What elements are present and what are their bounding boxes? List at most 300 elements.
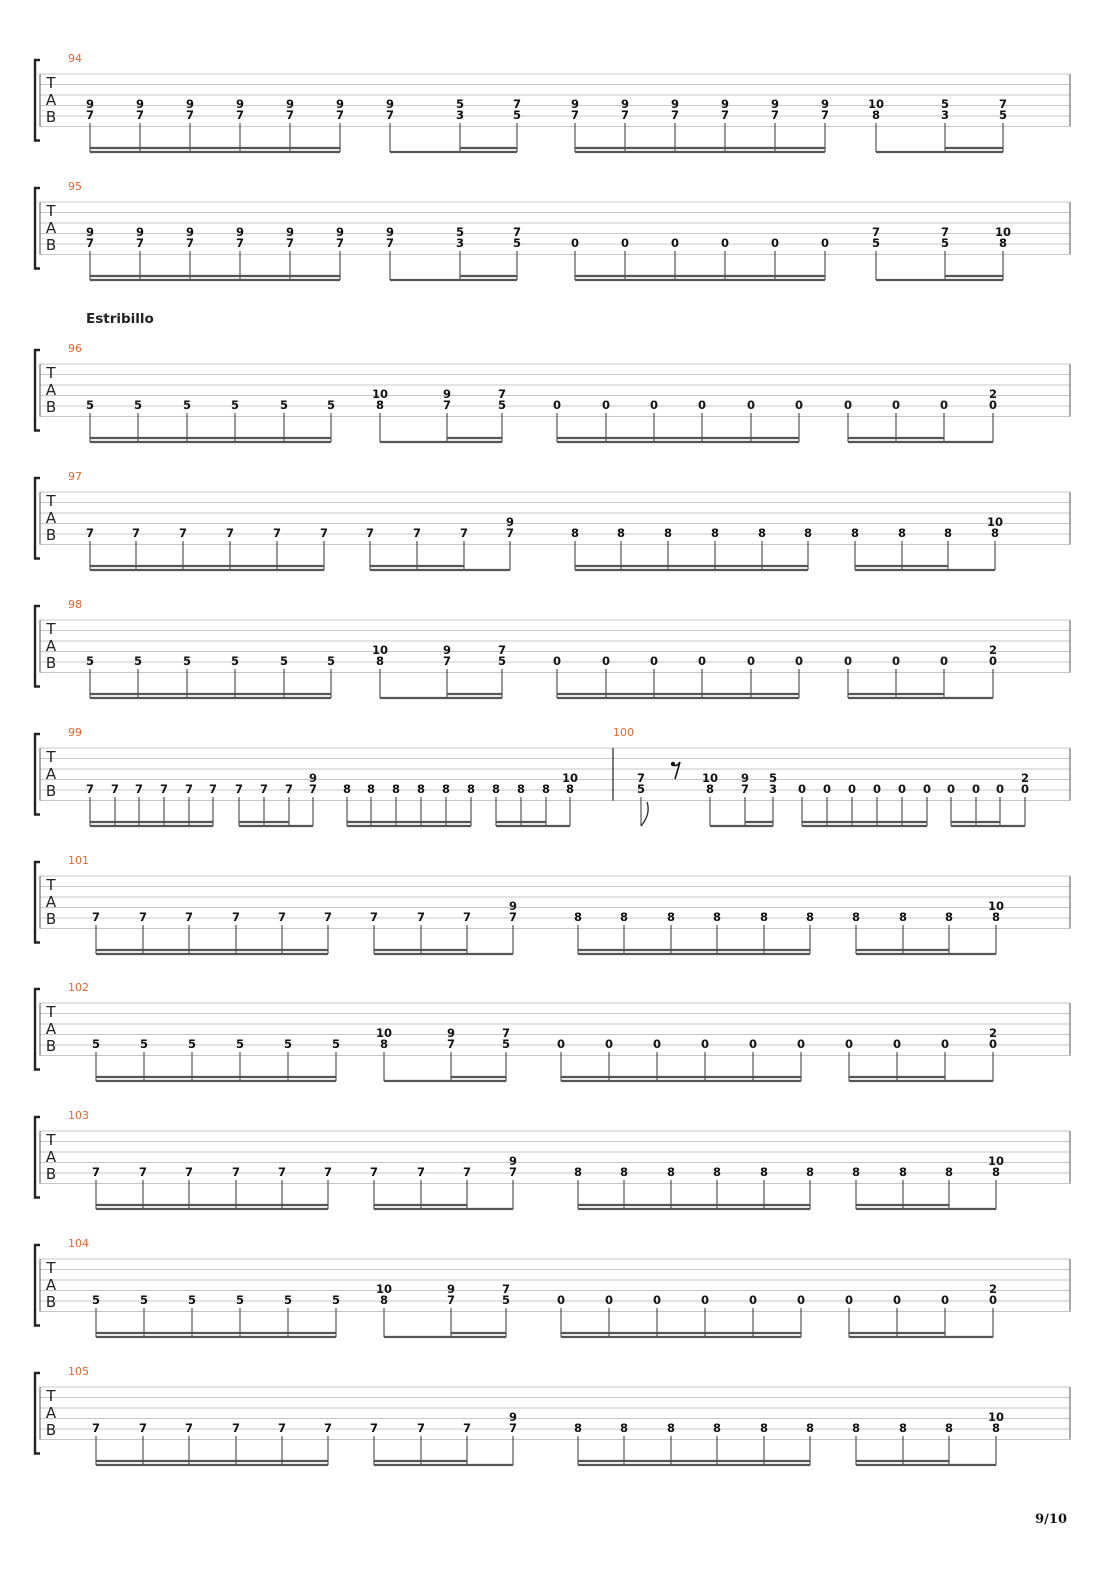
fret-number: 5 — [279, 398, 289, 412]
fret-number: 7 — [508, 1421, 518, 1435]
tab-clef-b: B — [45, 1037, 57, 1055]
fret-number: 5 — [230, 654, 240, 668]
fret-number: 8 — [944, 910, 954, 924]
tab-clef-b: B — [45, 910, 57, 928]
fret-number: 7 — [462, 1421, 472, 1435]
tab-clef-b: B — [45, 782, 57, 800]
fret-number: 0 — [897, 782, 907, 796]
fret-number: 0 — [649, 398, 659, 412]
fret-number: 7 — [508, 1165, 518, 1179]
system-bracket — [35, 188, 40, 269]
fret-number: 7 — [185, 236, 195, 250]
measure-number: 98 — [68, 598, 82, 611]
fret-number: 0 — [940, 1037, 950, 1051]
fret-number: 0 — [697, 398, 707, 412]
fret-number: 9 — [508, 1410, 518, 1424]
tab-clef-t: T — [46, 876, 56, 894]
fret-number: 7 — [178, 526, 188, 540]
fret-number: 8 — [998, 236, 1008, 250]
system-bracket — [35, 734, 40, 815]
fret-number: 7 — [512, 225, 522, 239]
fret-number: 0 — [939, 398, 949, 412]
fret-number: 8 — [570, 526, 580, 540]
system-bracket — [35, 60, 40, 141]
fret-number: 0 — [552, 654, 562, 668]
tab-clef-a: A — [45, 91, 57, 109]
tab-clef-b: B — [45, 654, 57, 672]
fret-number: 7 — [446, 1293, 456, 1307]
fret-number: 0 — [620, 236, 630, 250]
fret-number: 0 — [988, 654, 998, 668]
fret-number: 7 — [501, 1026, 511, 1040]
fret-number: 3 — [940, 108, 950, 122]
fret-number: 8 — [898, 910, 908, 924]
fret-number: 7 — [277, 1165, 287, 1179]
fret-number: 8 — [712, 1165, 722, 1179]
fret-number: 9 — [185, 225, 195, 239]
fret-number: 10 — [371, 387, 389, 401]
fret-number: 8 — [573, 1165, 583, 1179]
tab-clef-b: B — [45, 526, 57, 544]
fret-number: 0 — [552, 398, 562, 412]
tab-clef-t: T — [46, 748, 56, 766]
measure-number: 99 — [68, 726, 82, 739]
fret-number: 10 — [867, 97, 885, 111]
fret-number: 8 — [991, 1165, 1001, 1179]
fret-number: 8 — [710, 526, 720, 540]
tab-clef-t: T — [46, 620, 56, 638]
fret-number: 8 — [898, 1165, 908, 1179]
fret-number: 7 — [134, 782, 144, 796]
fret-number: 5 — [636, 782, 646, 796]
fret-number: 9 — [185, 97, 195, 111]
fret-number: 0 — [570, 236, 580, 250]
fret-number: 9 — [446, 1026, 456, 1040]
fret-number: 7 — [512, 97, 522, 111]
fret-number: 8 — [805, 1421, 815, 1435]
fret-number: 0 — [794, 654, 804, 668]
fret-number: 5 — [187, 1037, 197, 1051]
fret-number: 8 — [379, 1037, 389, 1051]
fret-number: 8 — [366, 782, 376, 796]
fret-number: 0 — [700, 1037, 710, 1051]
fret-number: 2 — [988, 1026, 998, 1040]
fret-number: 7 — [91, 1165, 101, 1179]
fret-number: 9 — [235, 97, 245, 111]
fret-number: 7 — [308, 782, 318, 796]
fret-number: 7 — [319, 526, 329, 540]
page-number: 9/10 — [1035, 1512, 1067, 1527]
fret-number: 9 — [442, 643, 452, 657]
fret-number: 10 — [987, 899, 1005, 913]
fret-number: 7 — [323, 1165, 333, 1179]
fret-number: 8 — [573, 1421, 583, 1435]
fret-number: 7 — [820, 108, 830, 122]
fret-number: 7 — [385, 108, 395, 122]
fret-number: 5 — [326, 398, 336, 412]
fret-number: 7 — [277, 910, 287, 924]
fret-number: 8 — [666, 1421, 676, 1435]
measure-number: 96 — [68, 342, 82, 355]
fret-number: 8 — [851, 910, 861, 924]
tab-clef-b: B — [45, 1165, 57, 1183]
fret-number: 5 — [182, 398, 192, 412]
fret-number: 0 — [946, 782, 956, 796]
fret-number: 7 — [159, 782, 169, 796]
fret-number: 5 — [501, 1037, 511, 1051]
fret-number: 8 — [759, 1165, 769, 1179]
fret-number: 9 — [770, 97, 780, 111]
fret-number: 7 — [231, 1165, 241, 1179]
fret-number: 5 — [279, 654, 289, 668]
fret-number: 0 — [794, 398, 804, 412]
fret-number: 3 — [768, 782, 778, 796]
fret-number: 8 — [705, 782, 715, 796]
fret-number: 8 — [805, 910, 815, 924]
fret-number: 7 — [369, 1421, 379, 1435]
fret-number: 5 — [940, 97, 950, 111]
fret-number: 5 — [230, 398, 240, 412]
fret-number: 0 — [940, 1293, 950, 1307]
fret-number: 10 — [375, 1282, 393, 1296]
fret-number: 7 — [416, 910, 426, 924]
fret-number: 5 — [283, 1293, 293, 1307]
fret-number: 8 — [663, 526, 673, 540]
fret-number: 7 — [235, 236, 245, 250]
fret-number: 8 — [944, 1421, 954, 1435]
fret-number: 7 — [91, 1421, 101, 1435]
fret-number: 7 — [225, 526, 235, 540]
fret-number: 8 — [851, 1421, 861, 1435]
tab-clef-t: T — [46, 1131, 56, 1149]
fret-number: 5 — [998, 108, 1008, 122]
fret-number: 5 — [455, 225, 465, 239]
fret-number: 7 — [459, 526, 469, 540]
fret-number: 8 — [943, 526, 953, 540]
fret-number: 10 — [701, 771, 719, 785]
fret-number: 0 — [697, 654, 707, 668]
fret-number: 7 — [277, 1421, 287, 1435]
fret-number: 8 — [990, 526, 1000, 540]
fret-number: 7 — [497, 643, 507, 657]
fret-number: 9 — [620, 97, 630, 111]
fret-number: 8 — [944, 1165, 954, 1179]
fret-number: 9 — [335, 225, 345, 239]
fret-number: 8 — [759, 1421, 769, 1435]
fret-number: 8 — [491, 782, 501, 796]
tab-clef-t: T — [46, 1003, 56, 1021]
fret-number: 7 — [670, 108, 680, 122]
tab-clef-a: A — [45, 1276, 57, 1294]
fret-number: 7 — [740, 782, 750, 796]
fret-number: 7 — [369, 1165, 379, 1179]
fret-number: 8 — [416, 782, 426, 796]
tab-clef-t: T — [46, 1387, 56, 1405]
fret-number: 5 — [133, 654, 143, 668]
fret-number: 7 — [85, 526, 95, 540]
fret-number: 7 — [442, 398, 452, 412]
tab-clef-a: A — [45, 509, 57, 527]
fret-number: 8 — [850, 526, 860, 540]
fret-number: 7 — [323, 910, 333, 924]
fret-number: 0 — [748, 1037, 758, 1051]
fret-number: 7 — [636, 771, 646, 785]
fret-number: 9 — [508, 1154, 518, 1168]
fret-number: 0 — [988, 1037, 998, 1051]
fret-number: 8 — [516, 782, 526, 796]
system-bracket — [35, 478, 40, 559]
fret-number: 5 — [455, 97, 465, 111]
tab-clef-a: A — [45, 219, 57, 237]
tab-clef-t: T — [46, 74, 56, 92]
fret-number: 7 — [185, 108, 195, 122]
system-bracket — [35, 350, 40, 431]
fret-number: 0 — [748, 1293, 758, 1307]
measure-number: 102 — [68, 981, 89, 994]
fret-number: 7 — [412, 526, 422, 540]
fret-number: 9 — [720, 97, 730, 111]
system-bracket — [35, 1373, 40, 1454]
fret-number: 5 — [235, 1293, 245, 1307]
fret-number: 8 — [666, 910, 676, 924]
fret-number: 8 — [375, 398, 385, 412]
fret-number: 0 — [939, 654, 949, 668]
fret-number: 7 — [365, 526, 375, 540]
fret-number: 7 — [501, 1282, 511, 1296]
fret-number: 7 — [871, 225, 881, 239]
fret-number: 7 — [416, 1421, 426, 1435]
fret-number: 9 — [505, 515, 515, 529]
fret-number: 0 — [843, 654, 853, 668]
fret-number: 10 — [994, 225, 1012, 239]
measure-number: 94 — [68, 52, 82, 65]
fret-number: 0 — [971, 782, 981, 796]
fret-number: 8 — [898, 1421, 908, 1435]
fret-number: 9 — [570, 97, 580, 111]
tab-clef-a: A — [45, 1020, 57, 1038]
fret-number: 7 — [462, 1165, 472, 1179]
measure-number: 95 — [68, 180, 82, 193]
fret-number: 5 — [283, 1037, 293, 1051]
fret-number: 5 — [85, 654, 95, 668]
fret-number: 7 — [184, 1421, 194, 1435]
fret-number: 7 — [508, 910, 518, 924]
fret-number: 0 — [604, 1293, 614, 1307]
fret-number: 7 — [85, 782, 95, 796]
tab-clef-a: A — [45, 637, 57, 655]
fret-number: 9 — [740, 771, 750, 785]
fret-number: 5 — [139, 1037, 149, 1051]
fret-number: 9 — [442, 387, 452, 401]
fret-number: 7 — [323, 1421, 333, 1435]
fret-number: 8 — [851, 1165, 861, 1179]
fret-number: 9 — [85, 225, 95, 239]
fret-number: 0 — [988, 1293, 998, 1307]
fret-number: 7 — [720, 108, 730, 122]
fret-number: 2 — [988, 643, 998, 657]
fret-number: 0 — [892, 1293, 902, 1307]
tab-clef-b: B — [45, 1421, 57, 1439]
system-bracket — [35, 862, 40, 943]
fret-number: 0 — [847, 782, 857, 796]
system-bracket — [35, 606, 40, 687]
fret-number: 5 — [497, 654, 507, 668]
fret-number: 8 — [712, 910, 722, 924]
fret-number: 7 — [91, 910, 101, 924]
fret-number: 8 — [619, 1165, 629, 1179]
fret-number: 5 — [497, 398, 507, 412]
fret-number: 8 — [466, 782, 476, 796]
fret-number: 0 — [995, 782, 1005, 796]
fret-number: 9 — [670, 97, 680, 111]
measure-number: 100 — [613, 726, 634, 739]
system-bracket — [35, 989, 40, 1070]
measure-number: 97 — [68, 470, 82, 483]
fret-number: 7 — [335, 108, 345, 122]
fret-number: 0 — [796, 1037, 806, 1051]
fret-number: 7 — [231, 1421, 241, 1435]
tab-clef-t: T — [46, 202, 56, 220]
fret-number: 0 — [988, 398, 998, 412]
fret-number: 8 — [803, 526, 813, 540]
fret-number: 7 — [416, 1165, 426, 1179]
fret-number: 0 — [891, 654, 901, 668]
fret-number: 0 — [556, 1293, 566, 1307]
fret-number: 10 — [561, 771, 579, 785]
fret-number: 0 — [652, 1037, 662, 1051]
fret-number: 5 — [91, 1293, 101, 1307]
fret-number: 0 — [891, 398, 901, 412]
fret-number: 0 — [820, 236, 830, 250]
fret-number: 0 — [720, 236, 730, 250]
fret-number: 5 — [501, 1293, 511, 1307]
fret-number: 5 — [512, 108, 522, 122]
fret-number: 7 — [335, 236, 345, 250]
fret-number: 3 — [455, 108, 465, 122]
fret-number: 5 — [187, 1293, 197, 1307]
measure-number: 105 — [68, 1365, 89, 1378]
fret-number: 0 — [746, 654, 756, 668]
fret-number: 10 — [371, 643, 389, 657]
tab-clef-a: A — [45, 381, 57, 399]
fret-number: 0 — [556, 1037, 566, 1051]
fret-number: 7 — [135, 108, 145, 122]
fret-number: 8 — [565, 782, 575, 796]
fret-number: 8 — [712, 1421, 722, 1435]
fret-number: 9 — [385, 225, 395, 239]
tab-clef-a: A — [45, 1148, 57, 1166]
fret-number: 10 — [375, 1026, 393, 1040]
fret-number: 8 — [573, 910, 583, 924]
fret-number: 7 — [235, 108, 245, 122]
fret-number: 10 — [987, 1410, 1005, 1424]
measure-number: 104 — [68, 1237, 89, 1250]
fret-number: 8 — [805, 1165, 815, 1179]
system-bracket — [35, 1245, 40, 1326]
fret-number: 5 — [91, 1037, 101, 1051]
fret-number: 7 — [135, 236, 145, 250]
fret-number: 7 — [208, 782, 218, 796]
fret-number: 7 — [570, 108, 580, 122]
fret-number: 7 — [770, 108, 780, 122]
fret-number: 9 — [446, 1282, 456, 1296]
fret-number: 9 — [508, 899, 518, 913]
fret-number: 0 — [670, 236, 680, 250]
fret-number: 0 — [604, 1037, 614, 1051]
fret-number: 2 — [988, 1282, 998, 1296]
fret-number: 7 — [272, 526, 282, 540]
fret-number: 0 — [770, 236, 780, 250]
fret-number: 8 — [616, 526, 626, 540]
tab-clef-a: A — [45, 1404, 57, 1422]
fret-number: 0 — [649, 654, 659, 668]
fret-number: 8 — [619, 1421, 629, 1435]
fret-number: 9 — [135, 225, 145, 239]
fret-number: 7 — [285, 236, 295, 250]
fret-number: 5 — [326, 654, 336, 668]
fret-number: 10 — [987, 1154, 1005, 1168]
fret-number: 8 — [379, 1293, 389, 1307]
fret-number: 7 — [462, 910, 472, 924]
fret-number: 7 — [259, 782, 269, 796]
fret-number: 5 — [940, 236, 950, 250]
fret-number: 0 — [601, 398, 611, 412]
tab-clef-b: B — [45, 1293, 57, 1311]
measure-number: 103 — [68, 1109, 89, 1122]
fret-number: 7 — [231, 910, 241, 924]
fret-number: 7 — [285, 108, 295, 122]
tab-clef-a: A — [45, 893, 57, 911]
fret-number: 7 — [234, 782, 244, 796]
fret-number: 7 — [998, 97, 1008, 111]
fret-number: 7 — [505, 526, 515, 540]
fret-number: 5 — [331, 1293, 341, 1307]
fret-number: 0 — [746, 398, 756, 412]
fret-number: 8 — [391, 782, 401, 796]
fret-number: 7 — [138, 1165, 148, 1179]
fret-number: 0 — [822, 782, 832, 796]
fret-number: 0 — [796, 1293, 806, 1307]
fret-number: 7 — [385, 236, 395, 250]
fret-number: 9 — [285, 97, 295, 111]
fret-number: 8 — [759, 910, 769, 924]
tab-clef-b: B — [45, 108, 57, 126]
fret-number: 0 — [601, 654, 611, 668]
fret-number: 8 — [619, 910, 629, 924]
fret-number: 0 — [892, 1037, 902, 1051]
fret-number: 5 — [139, 1293, 149, 1307]
fret-number: 8 — [375, 654, 385, 668]
fret-number: 5 — [235, 1037, 245, 1051]
fret-number: 7 — [446, 1037, 456, 1051]
tab-clef-t: T — [46, 492, 56, 510]
fret-number: 0 — [1020, 782, 1030, 796]
fret-number: 5 — [512, 236, 522, 250]
fret-number: 5 — [871, 236, 881, 250]
tab-clef-b: B — [45, 398, 57, 416]
fret-number: 8 — [897, 526, 907, 540]
fret-number: 9 — [308, 771, 318, 785]
fret-number: 7 — [497, 387, 507, 401]
system-bracket — [35, 1117, 40, 1198]
fret-number: 2 — [1020, 771, 1030, 785]
measure-number: 101 — [68, 854, 89, 867]
fret-number: 7 — [369, 910, 379, 924]
fret-number: 8 — [991, 910, 1001, 924]
fret-number: 7 — [85, 236, 95, 250]
fret-number: 0 — [652, 1293, 662, 1307]
fret-number: 2 — [988, 387, 998, 401]
